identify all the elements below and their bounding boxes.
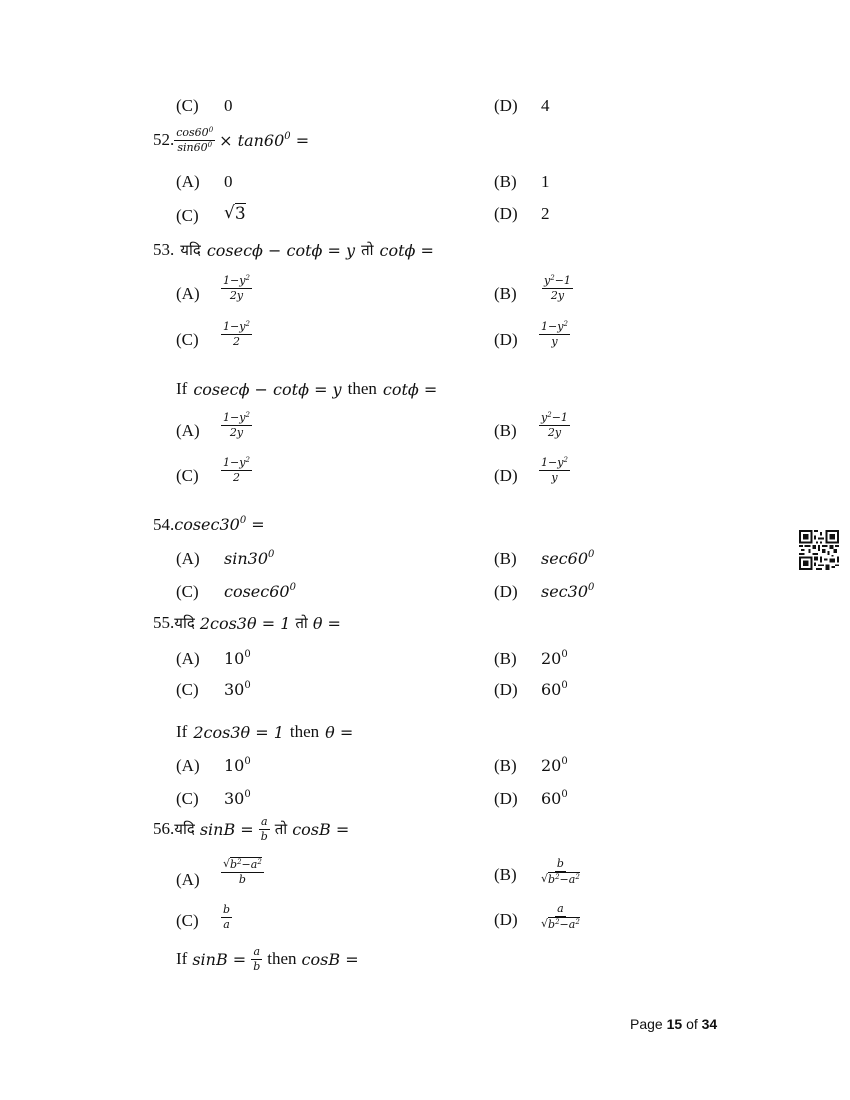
q53-en-option-c-value: $\frac{1-y^2}{2}$ (223, 456, 250, 484)
q53-en-option-a-value: $\frac{1-y^2}{2y}$ (223, 411, 250, 439)
q53-en-option-c-label: (C) (176, 466, 199, 485)
q54-option-a-label: (A) (176, 549, 200, 568)
q55-option-b-label: (B) (494, 649, 517, 668)
q55-en-option-c-value: $30^0$ (224, 789, 251, 808)
q55-en-option-d-label: (D) (494, 789, 518, 808)
q56-option-a-value: √ $b^2-a^2$ b (223, 857, 262, 886)
q52-expression: × $\tan 60^0$ = (219, 130, 310, 150)
q56-option-c-value: $\frac{b}{a}$ (223, 903, 231, 931)
q53-en-option-b-label: (B) (494, 421, 517, 440)
q53-option-c-value: $\frac{1-y^2}{2}$ (223, 320, 250, 348)
q53-question-hindi: 53. यदि cosecϕ − cotϕ = y तो cotϕ = (153, 240, 434, 260)
q55-option-c-value: $30^0$ (224, 680, 251, 699)
q51-option-c-value: 0 (224, 96, 233, 115)
q54-option-b-label: (B) (494, 549, 517, 568)
q55-option-d-value: $60^0$ (541, 680, 568, 699)
q54-number: 54. (153, 515, 175, 534)
q52-option-d-label: (D) (494, 204, 518, 223)
q56-question-hindi: 56. यदि sinB = $\frac{a}{b}$ तो cosB = (153, 815, 350, 843)
q56-number: 56. (153, 819, 175, 839)
q52-number: 52. (153, 130, 175, 150)
page-footer: Page 15 of 34 (630, 1016, 718, 1032)
q55-option-c-label: (C) (176, 680, 199, 699)
q55-en-option-c-label: (C) (176, 789, 199, 808)
q55-option-a-value: $10^0$ (224, 649, 251, 668)
q53-en-option-d-label: (D) (494, 466, 518, 485)
q53-option-c-label: (C) (176, 330, 199, 349)
q54-option-c-label: (C) (176, 582, 199, 601)
q55-option-d-label: (D) (494, 680, 518, 699)
q53-number: 53. (153, 240, 175, 259)
q56-option-c-label: (C) (176, 911, 199, 930)
q55-en-option-b-value: $20^0$ (541, 756, 568, 775)
q52-option-a-value: 0 (224, 172, 233, 191)
current-page-number: 15 (666, 1016, 683, 1032)
q53-option-a-label: (A) (176, 284, 200, 303)
q53-option-b-value: $\frac{y^2-1}{2y}$ (544, 274, 571, 302)
q55-question-hindi: 55. यदि 2cos3θ = 1 तो θ = (153, 613, 341, 633)
q55-en-option-a-label: (A) (176, 756, 200, 775)
q53-en-option-d-value: $\frac{1-y^2}{y}$ (541, 456, 568, 484)
q52-option-b-value: 1 (541, 172, 550, 191)
q53-en-option-b-value: $\frac{y^2-1}{2y}$ (541, 411, 568, 439)
q55-option-b-value: $20^0$ (541, 649, 568, 668)
q55-number: 55. (153, 613, 175, 632)
q55-option-a-label: (A) (176, 649, 200, 668)
q52-option-c-value: √ 3 (224, 203, 246, 224)
q55-en-option-a-value: $10^0$ (224, 756, 251, 775)
q56-option-d-label: (D) (494, 910, 518, 929)
q52-option-a-label: (A) (176, 172, 200, 191)
q56-option-d-value: a √ $b^2-a^2$ (541, 902, 580, 931)
total-pages: 34 (701, 1016, 718, 1032)
q56-option-a-label: (A) (176, 870, 200, 889)
q52-question (153, 126, 309, 155)
q55-en-option-d-value: $60^0$ (541, 789, 568, 808)
q51-option-d-value: 4 (541, 96, 550, 115)
q52-option-c-label: (C) (176, 206, 199, 225)
q53-en-option-a-label: (A) (176, 421, 200, 440)
q52-option-d-value: 2 (541, 204, 550, 223)
q52-fraction: $\frac{\cos 60^0}{\sin 60^0}$ (176, 126, 214, 154)
q51-option-d-label: (D) (494, 96, 518, 115)
q55-question-english: If 2cos3θ = 1 then θ = (176, 722, 354, 742)
q56-option-b-label: (B) (494, 865, 517, 884)
q53-option-d-label: (D) (494, 330, 518, 349)
q53-option-d-value: $\frac{1-y^2}{y}$ (541, 320, 568, 348)
q53-option-a-value: $\frac{1-y^2}{2y}$ (223, 274, 250, 302)
q52-option-b-label: (B) (494, 172, 517, 191)
q51-option-c-label: (C) (176, 96, 199, 115)
q54-option-b-value: $\sec 60^0$ (541, 549, 595, 568)
q56-option-b-value: b √ $b^2-a^2$ (541, 857, 580, 886)
q54-option-d-value: $\sec 30^0$ (541, 582, 595, 601)
q53-question-english: If cosecϕ − cotϕ = y then cotϕ = (176, 379, 438, 399)
q56-question-english: If sinB = $\frac{a}{b}$ then cosB = (176, 945, 359, 973)
q55-en-option-b-label: (B) (494, 756, 517, 775)
q54-option-c-value: $cosec60^0$ (224, 582, 296, 601)
qr-code-icon (799, 530, 839, 570)
q54-question: 54. $cosec30^0$ = (153, 515, 265, 534)
q54-option-d-label: (D) (494, 582, 518, 601)
q54-option-a-value: $\sin 30^0$ (224, 549, 275, 568)
q53-option-b-label: (B) (494, 284, 517, 303)
